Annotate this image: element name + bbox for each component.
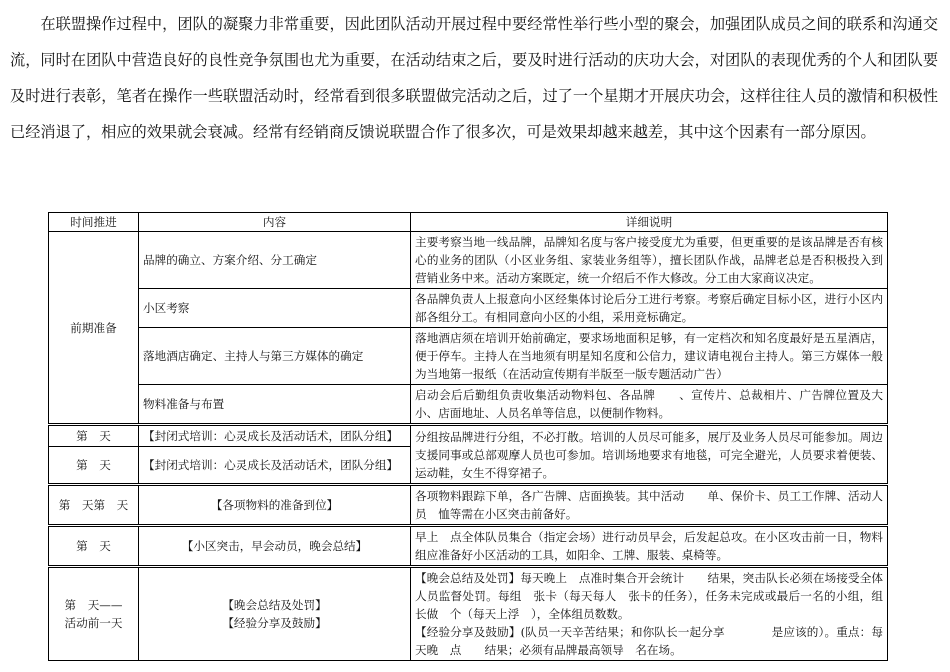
detail-paragraph: 【晚会总结及处罚】每天晚上 点准时集合开会统计 结果，突击队长必须在场接受全体人员监督处罚。每组 张卡（每天每人 张卡的任务），任务未完成或最后一名的小组，组长做 个（每天上浮 ），全体组员数数。 — [415, 571, 883, 621]
detail-cell: 分组按品牌进行分组，不必打散。培训的人员尽可能多，展厅及业务人员尽可能参加。周边支援同事或总部观摩人员也可参加。培训场地要求有地毯，可完全避光，人员要求着便装、运动鞋，女生不得穿裙子。 — [411, 425, 888, 485]
detail-cell — [411, 567, 888, 661]
detail-cell: 早上 点全体队员集合（指定会场）进行动员早会，后发起总攻。在小区攻击前一日，物料组应准备好小区活动的工具，如阳伞、工牌、服装、桌椅等。 — [411, 526, 888, 567]
detail-cell: 各项物料跟踪下单，各广告牌、店面换装。其中活动 单、保价卡、员工工作牌、活动人员 恤等需在小区突击前备好。 — [411, 485, 888, 526]
time-cell: 第 天第 天 — [49, 485, 139, 526]
detail-paragraph: 【经验分享及鼓励】(队员一天辛苦结果；和你队长一起分享 是应该的）。重点：每天晚 点 结果；必须有品牌最高领导 名在场。 — [415, 625, 883, 657]
phase-cell: 前期准备 — [49, 232, 139, 425]
content-cell — [139, 567, 411, 661]
header-time: 时间推进 — [49, 213, 139, 232]
content-cell: 落地酒店确定、主持人与第三方媒体的确定 — [139, 328, 411, 385]
schedule-table — [48, 212, 888, 661]
time-cell — [49, 567, 139, 661]
content-cell: 【封闭式培训：心灵成长及活动话术，团队分组】 — [139, 425, 411, 447]
detail-cell: 落地酒店须在培训开始前确定，要求场地面积足够，有一定档次和知名度最好是五星酒店，便于停车。主持人在当地须有明星知名度和公信力，建议请电视台主持人。第三方媒体一般为当地第一报纸（在活动宣传期有半版至一版专题活动广告） — [411, 328, 888, 385]
time-cell: 第 天 — [49, 425, 139, 447]
content-cell: 品牌的确立、方案介绍、分工确定 — [139, 232, 411, 289]
detail-cell: 启动会后后勤组负责收集活动物料包、各品牌 、宣传片、总裁相片、广告牌位置及大小、店面地址、人员名单等信息，以便制作物料。 — [411, 385, 888, 425]
intro-paragraph: 在联盟操作过程中，团队的凝聚力非常重要，因此团队活动开展过程中要经常性举行些小型的聚会，加强团队成员之间的联系和沟通交流，同时在团队中营造良好的良性竞争氛围也尤为重要，在活动结束之后，要及时进行活动的庆功大会，对团队的表现优秀的个人和团队要及时进行表彰，笔者在操作一些联盟活动时，经常看到很多联盟做完活动之后，过了一个星期才开展庆功会，这样往往人员的激情和积极性已经消退了，相应的效果就会衰减。经常有经销商反馈说联盟合作了很多次，可是效果却越来越差，其中这个因素有一部分原因。 — [10, 15, 938, 141]
header-content: 内容 — [139, 213, 411, 232]
table-row — [49, 289, 888, 328]
header-detail: 详细说明 — [411, 213, 888, 232]
content-line: 【经验分享及鼓励】 — [222, 616, 327, 630]
table-row — [49, 328, 888, 385]
content-line: 【晚会总结及处罚】 — [222, 598, 327, 612]
detail-cell: 主要考察当地一线品牌，品牌知名度与客户接受度尤为重要，但更重要的是该品牌是否有核心的业务的团队（小区业务组、家装业务组等），擅长团队作战，品牌老总是否积极投入到营销业务中来。活动方案既定，统一介绍后不作大修改。分工由大家商议决定。 — [411, 232, 888, 289]
content-cell: 小区考察 — [139, 289, 411, 328]
detail-cell: 各品牌负责人上报意向小区经集体讨论后分工进行考察。考察后确定目标小区，进行小区内部各组分工。有相同意向小区的小组，采用竞标确定。 — [411, 289, 888, 328]
time-cell: 第 天 — [49, 447, 139, 485]
time-cell: 第 天 — [49, 526, 139, 567]
table-row — [49, 385, 888, 425]
content-cell: 【封闭式培训：心灵成长及活动话术，团队分组】 — [139, 447, 411, 485]
table-row — [49, 567, 888, 661]
table-row — [49, 526, 888, 567]
table-header-row — [49, 213, 888, 232]
table-row — [49, 232, 888, 289]
time-line: 第 天—— — [64, 598, 123, 612]
content-cell: 物料准备与布置 — [139, 385, 411, 425]
time-line: 活动前一天 — [64, 616, 123, 630]
content-cell: 【各项物料的准备到位】 — [139, 485, 411, 526]
content-cell: 【小区突击，早会动员，晚会总结】 — [139, 526, 411, 567]
table-row — [49, 485, 888, 526]
table-row — [49, 425, 888, 447]
